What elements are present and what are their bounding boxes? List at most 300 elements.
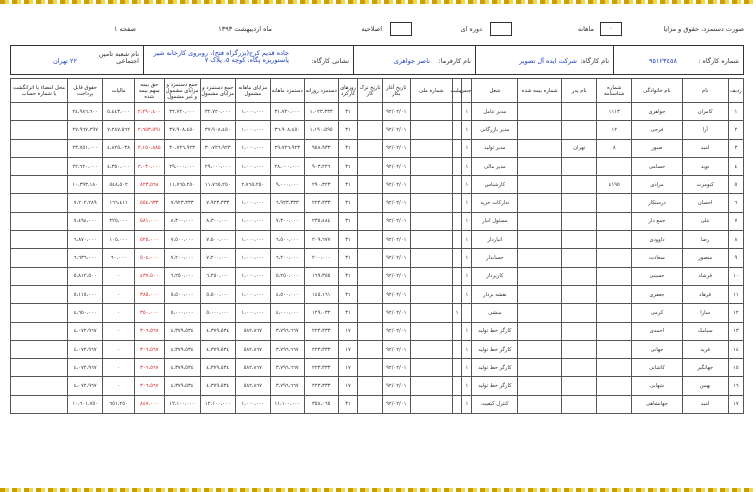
cell-signature <box>11 285 68 303</box>
cell-total-all: ٣٢،٧٢٠،٠٠٠ <box>164 103 200 121</box>
cell-start-date: ٩٢/٠٢/٠١ <box>382 395 410 413</box>
cell-monthly-wage: ٣،٧٩٦،٦٦٧ <box>270 322 304 340</box>
cell-insurance-number <box>518 212 562 230</box>
cell-national-code <box>411 395 453 413</box>
cell-work-days: ٣١ <box>338 285 358 303</box>
cell-net-pay: ٤،٠٧٢،٩٦٧ <box>68 340 103 358</box>
cell-gender: ١ <box>462 359 472 377</box>
cell-first-name: جهانگیر <box>682 359 728 377</box>
cell-first-name: کامران <box>682 103 728 121</box>
cell-monthly-wage: ٥،٢٥٠،٠٠٠ <box>270 267 304 285</box>
cell-monthly-benefits: ٥٨٢،٨٦٧ <box>235 340 270 358</box>
cell-end-date <box>358 304 382 322</box>
cell-job: کنترل کیفیت <box>472 395 518 413</box>
cell-first-name: کیومرث <box>682 176 728 194</box>
header-gender: جنس <box>462 79 472 103</box>
cell-monthly-wage: ١١،١٠٠،٠٠٠ <box>270 395 304 413</box>
employees-table <box>10 78 744 414</box>
cell-national-code <box>411 267 453 285</box>
cell-insurance-number <box>518 359 562 377</box>
cell-row-number: ١٤ <box>728 340 743 358</box>
table-row <box>11 157 744 175</box>
cell-job: مدیر تولید <box>472 139 518 157</box>
cell-end-date <box>358 249 382 267</box>
table-row <box>11 139 744 157</box>
cell-nationality <box>452 157 462 175</box>
cell-national-code <box>411 285 453 303</box>
cell-insurance-share: ٣٠٦،٥٦٧ <box>134 377 164 395</box>
header-total-all: جمع دستمزد و مزایای مشمول و غیر مشمول <box>164 79 200 103</box>
cell-end-date <box>358 121 382 139</box>
cell-insurance-share: ٥٠٤،٠٠٠ <box>134 249 164 267</box>
cell-start-date: ٩٢/٠٢/٠١ <box>382 103 410 121</box>
cell-work-days: ٣١ <box>338 395 358 413</box>
cell-insurance-share: ٥٢٥،٠٠٠ <box>134 231 164 249</box>
cell-insurance-number <box>518 176 562 194</box>
cell-monthly-benefits: ١،٠٠٠،٠٠٠ <box>235 121 270 139</box>
cell-insurance-share: ٤٣٧،٥٠٠ <box>134 267 164 285</box>
cell-monthly-wage: ٦،٢٠٠،٠٠٠ <box>270 249 304 267</box>
cell-first-name: نوید <box>682 157 728 175</box>
cell-monthly-wage: ٢٨،٠٠٠،٠٠٠ <box>270 157 304 175</box>
cell-net-pay: ٢٢،٦٢٠،٠٠٠ <box>68 157 103 175</box>
insurance-branch: ٢٢ تهران <box>52 57 77 65</box>
cell-daily-wage: ٢٩٠،٣٢٣ <box>304 176 338 194</box>
cell-first-name: سارا <box>682 304 728 322</box>
cell-nationality <box>452 285 462 303</box>
cell-insurance-number <box>518 377 562 395</box>
cell-tax: ٧،٢٨٧،٥٦٢ <box>103 121 135 139</box>
cell-tax: ٤،٨٢٥،٠٣٨ <box>103 139 135 157</box>
cell-total-all: ٤،٣٧٩،٥٣٤ <box>164 322 200 340</box>
table-row <box>11 176 744 194</box>
header-monthly-wage: دستمزد ماهانه <box>270 79 304 103</box>
cell-insurance-number <box>518 103 562 121</box>
cell-signature <box>11 267 68 285</box>
cell-last-name: احمدی <box>632 322 682 340</box>
cell-daily-wage: ١،٠٢٣،٣٣٣ <box>304 103 338 121</box>
cell-gender: ١ <box>462 322 472 340</box>
table-row <box>11 322 744 340</box>
cell-insurance-share: ٥٥٤،٦٣٣ <box>134 194 164 212</box>
cell-tax: ١٦٦،٤١١ <box>103 194 135 212</box>
header-net-pay: حقوق قابل پرداخت <box>68 79 103 103</box>
cell-monthly-wage: ٦،٩٢٣،٣٣٣ <box>270 194 304 212</box>
cell-nationality <box>452 249 462 267</box>
cell-last-name: جعفری <box>632 285 682 303</box>
cell-monthly-wage: ٤،٠٠٠،٠٠٠ <box>270 304 304 322</box>
cell-gender: ١ <box>462 176 472 194</box>
cell-total-all: ٢٩،٠٠٠،٠٠٠ <box>164 157 200 175</box>
cell-end-date <box>358 212 382 230</box>
cell-gender: ١ <box>462 157 472 175</box>
cell-daily-wage: ١٤٥،١٦١ <box>304 285 338 303</box>
cell-total-all: ٣٧،٩٠٨،٤٥٠ <box>164 121 200 139</box>
cell-total-all: ٣٠،٧٢٦،٩٢٣ <box>164 139 200 157</box>
cell-gender: ١ <box>462 340 472 358</box>
cell-signature <box>11 157 68 175</box>
cell-insurance-share: ٢،٠٣٠،٠٠٠ <box>134 157 164 175</box>
cell-nationality <box>452 395 462 413</box>
insurance-branch-cell: نام شعبه تامین اجتماعی ٢٢ تهران <box>52 50 139 65</box>
cell-father-name <box>562 157 597 175</box>
cell-gender: ١ <box>462 231 472 249</box>
cell-national-code <box>411 121 453 139</box>
cell-daily-wage: ١،١٩٠،٥٩٥ <box>304 121 338 139</box>
cell-tax: ٥٤٨،٥٠٢ <box>103 176 135 194</box>
cell-work-days: ٣١ <box>338 139 358 157</box>
cell-start-date: ٩٢/٠٢/٠١ <box>382 194 410 212</box>
cell-signature <box>11 103 68 121</box>
cell-monthly-wage: ٣،٧٩٦،٦٦٧ <box>270 359 304 377</box>
cell-end-date <box>358 139 382 157</box>
cell-monthly-benefits: ١،٠٠٠،٠٠٠ <box>235 249 270 267</box>
header-first-name: نام <box>682 79 728 103</box>
cell-father-name <box>562 249 597 267</box>
cell-end-date <box>358 176 382 194</box>
cell-insurance-number <box>518 231 562 249</box>
cell-signature <box>11 359 68 377</box>
report-title: صورت دستمزد، حقوق و مزایا <box>663 25 744 33</box>
cell-id-number <box>597 322 632 340</box>
bottom-border-pattern <box>0 488 756 492</box>
cell-row-number: ٩ <box>728 249 743 267</box>
header-insurance-number: شماره بیمه شده <box>518 79 562 103</box>
cell-gender: ١ <box>462 139 472 157</box>
cell-work-days: ١٧ <box>338 340 358 358</box>
report-header <box>10 22 744 38</box>
cell-row-number: ١٢ <box>728 304 743 322</box>
cell-father-name <box>562 340 597 358</box>
cell-last-name: شهابی <box>632 377 682 395</box>
cell-signature <box>11 304 68 322</box>
cell-row-number: ٧ <box>728 212 743 230</box>
cell-end-date <box>358 377 382 395</box>
cell-monthly-benefits: ١،٠٠٠،٠٠٠ <box>235 231 270 249</box>
cell-signature <box>11 322 68 340</box>
cell-total-all: ٧،٩٢٣،٣٣٣ <box>164 194 200 212</box>
cell-job: کارگر خط تولید <box>472 359 518 377</box>
cell-nationality <box>452 139 462 157</box>
cell-signature <box>11 340 68 358</box>
cell-nationality <box>452 359 462 377</box>
cell-monthly-benefits: ١،٠٠٠،٠٠٠ <box>235 304 270 322</box>
cell-id-number <box>597 285 632 303</box>
header-job: شغل <box>472 79 518 103</box>
cell-start-date: ٩٢/٠٢/٠١ <box>382 377 410 395</box>
amendment-box[interactable] <box>390 22 412 36</box>
cell-nationality <box>452 212 462 230</box>
cell-national-code <box>411 157 453 175</box>
cell-monthly-benefits: ٥٨٢،٨٦٧ <box>235 322 270 340</box>
cell-row-number: ١٧ <box>728 395 743 413</box>
table-row <box>11 340 744 358</box>
cell-daily-wage: ٢٠٩،٦٧٧ <box>304 231 338 249</box>
employer-name-cell: نام کارفرما: ناصر جواهری <box>353 46 475 74</box>
cell-national-code <box>411 139 453 157</box>
cell-tax: ٢٢٥،٠٠٠ <box>103 212 135 230</box>
cell-tax: ٦٥١،٢٥٠ <box>103 395 135 413</box>
cell-insurance-number <box>518 249 562 267</box>
cell-last-name: سعادت <box>632 249 682 267</box>
cell-last-name: کاشانی <box>632 359 682 377</box>
cell-start-date: ٩٢/٠٢/٠١ <box>382 267 410 285</box>
cell-first-name: آرا <box>682 121 728 139</box>
cell-father-name <box>562 322 597 340</box>
cell-total-insured: ٤،٣٧٩،٥٣٤ <box>200 377 235 395</box>
cell-monthly-wage: ٣٦،٩٠٨،٤٥٠ <box>270 121 304 139</box>
cell-total-all: ٦،٢٥٠،٠٠٠ <box>164 267 200 285</box>
report-type-box[interactable]: ٠ <box>600 22 622 36</box>
cell-work-days: ٣١ <box>338 231 358 249</box>
cell-id-number <box>597 267 632 285</box>
cell-row-number: ١٣ <box>728 322 743 340</box>
period-box[interactable] <box>490 22 512 36</box>
cell-id-number <box>597 359 632 377</box>
header-last-name: نام خانوادگی <box>632 79 682 103</box>
header-monthly-benefits: مزایای ماهانه مشمول <box>235 79 270 103</box>
cell-net-pay: ٧،٤٩٤،٠٠٠ <box>68 212 103 230</box>
cell-end-date <box>358 285 382 303</box>
cell-net-pay: ٥،١١٥،٠٠٠ <box>68 285 103 303</box>
cell-insurance-number <box>518 157 562 175</box>
cell-daily-wage: ٩٥٨،٩٣٣ <box>304 139 338 157</box>
cell-tax: ٠ <box>103 377 135 395</box>
cell-work-days: ٣١ <box>338 249 358 267</box>
cell-id-number <box>597 249 632 267</box>
cell-father-name <box>562 267 597 285</box>
cell-daily-wage: ٢٣٥،٤٨٤ <box>304 212 338 230</box>
cell-tax: ١٠٥،٠٠٠ <box>103 231 135 249</box>
table-row <box>11 121 744 139</box>
employer-info-box <box>10 45 744 75</box>
workshop-name-cell: نام کارگاه: شرکت ایده آل تصویر <box>475 46 613 74</box>
cell-job: کارپرداز <box>472 267 518 285</box>
header-row-number: ردیف <box>728 79 743 103</box>
cell-end-date <box>358 322 382 340</box>
cell-nationality <box>452 340 462 358</box>
cell-net-pay: ١٠،٦٠١،٧٥٠ <box>68 395 103 413</box>
cell-job: مدیر عامل <box>472 103 518 121</box>
cell-insurance-number <box>518 395 562 413</box>
cell-last-name: جهانشاهی <box>632 395 682 413</box>
cell-total-all: ٤،٣٧٩،٥٣٤ <box>164 340 200 358</box>
cell-father-name <box>562 121 597 139</box>
cell-id-number: ١١١٣ <box>597 103 632 121</box>
cell-insurance-number <box>518 304 562 322</box>
cell-monthly-benefits: ١،٠٠٠،٠٠٠ <box>235 212 270 230</box>
cell-daily-wage: ٣٥٨،٠٦٥ <box>304 395 338 413</box>
cell-national-code <box>411 103 453 121</box>
cell-last-name: جمع دار <box>632 212 682 230</box>
cell-end-date <box>358 359 382 377</box>
cell-first-name: فرید <box>682 340 728 358</box>
cell-last-name: جواهری <box>632 103 682 121</box>
cell-last-name: درستکار <box>632 194 682 212</box>
cell-id-number <box>597 340 632 358</box>
cell-signature <box>11 231 68 249</box>
cell-job: تدارکات خرید <box>472 194 518 212</box>
cell-row-number: ٨ <box>728 231 743 249</box>
cell-start-date: ٩٢/٠٢/٠١ <box>382 359 410 377</box>
cell-job: نقشه بردار <box>472 285 518 303</box>
table-row <box>11 377 744 395</box>
cell-net-pay: ٥،٨١٢،٥٠٠ <box>68 267 103 285</box>
cell-insurance-number <box>518 139 562 157</box>
cell-daily-wage: ٢٢٣،٣٣٣ <box>304 359 338 377</box>
table-row <box>11 103 744 121</box>
cell-nationality <box>452 322 462 340</box>
cell-daily-wage: ٢٢٣،٣٣٣ <box>304 340 338 358</box>
table-row <box>11 304 744 322</box>
cell-father-name <box>562 231 597 249</box>
table-row <box>11 194 744 212</box>
cell-nationality <box>452 194 462 212</box>
cell-insurance-number <box>518 267 562 285</box>
cell-father-name <box>562 285 597 303</box>
cell-total-all: ٥،٥٠٠،٠٠٠ <box>164 285 200 303</box>
cell-start-date: ٩٢/٠٢/٠١ <box>382 304 410 322</box>
cell-total-all: ١٢،١٠٠،٠٠٠ <box>164 395 200 413</box>
cell-row-number: ١١ <box>728 285 743 303</box>
cell-net-pay: ٤،٠٧٢،٩٦٧ <box>68 322 103 340</box>
header-national-code: شماره ملی <box>411 79 453 103</box>
workshop-address-cell: نشانی کارگاه: جاده قدیم کرج(بزرگراه فتح)، روبروی کارخانه شیر پاستوریزه پگاه، کوچه ٥، پلاک ٧ <box>143 46 353 74</box>
cell-total-insured: ٤،٣٧٩،٥٣٤ <box>200 359 235 377</box>
cell-father-name <box>562 212 597 230</box>
cell-net-pay: ٦،٦٣٦،٠٠٠ <box>68 249 103 267</box>
cell-job: انباردار <box>472 231 518 249</box>
cell-monthly-wage: ٤،٥٠٠،٠٠٠ <box>270 285 304 303</box>
cell-first-name: فرهاد <box>682 285 728 303</box>
cell-start-date: ٩٢/٠٢/٠١ <box>382 176 410 194</box>
cell-total-insured: ٣٢،٧٢٠،٠٠٠ <box>200 103 235 121</box>
cell-tax: ٠ <box>103 267 135 285</box>
cell-national-code <box>411 212 453 230</box>
table-header-row <box>11 79 744 103</box>
cell-end-date <box>358 103 382 121</box>
cell-first-name: علی <box>682 212 728 230</box>
cell-gender: ١ <box>462 212 472 230</box>
cell-father-name <box>562 194 597 212</box>
cell-end-date <box>358 267 382 285</box>
cell-end-date <box>358 157 382 175</box>
table-row <box>11 359 744 377</box>
cell-total-insured: ٥،٥٠٠،٠٠٠ <box>200 285 235 303</box>
cell-last-name: فرجی <box>632 121 682 139</box>
header-tax: مالیات <box>103 79 135 103</box>
cell-total-insured: ٢٩،٠٠٠،٠٠٠ <box>200 157 235 175</box>
workshop-number-cell: شماره کارگاه : ٩٥١٢٣٤٥٨ <box>613 46 743 74</box>
cell-net-pay: ٧،٢٠٢،٢٨٩ <box>68 194 103 212</box>
cell-work-days: ٣١ <box>338 176 358 194</box>
cell-tax: ٠ <box>103 340 135 358</box>
cell-tax: ٠ <box>103 322 135 340</box>
cell-father-name <box>562 377 597 395</box>
cell-total-insured: ٣٠،٧٢٦،٩٢٣ <box>200 139 235 157</box>
cell-work-days: ١٧ <box>338 322 358 340</box>
cell-start-date: ٩٢/٠٢/٠١ <box>382 340 410 358</box>
cell-tax: ٠ <box>103 285 135 303</box>
cell-id-number <box>597 304 632 322</box>
header-nationality: ملیت <box>452 79 462 103</box>
cell-start-date: ٩٢/٠٢/٠١ <box>382 249 410 267</box>
header-id-number: شماره شناسنامه <box>597 79 632 103</box>
cell-gender <box>462 304 472 322</box>
cell-national-code <box>411 377 453 395</box>
cell-daily-wage: ٢٢٣،٣٣٣ <box>304 194 338 212</box>
cell-monthly-wage: ٣١،٧٢٠،٠٠٠ <box>270 103 304 121</box>
cell-daily-wage: ١٦٩،٣٥٥ <box>304 267 338 285</box>
cell-job: کارگر خط تولید <box>472 322 518 340</box>
cell-start-date: ٩٢/٠٢/٠١ <box>382 212 410 230</box>
cell-first-name: بهمن <box>682 377 728 395</box>
cell-end-date <box>358 231 382 249</box>
cell-start-date: ٩٢/٠٢/٠١ <box>382 121 410 139</box>
table-row <box>11 267 744 285</box>
cell-net-pay: ٤،٠٧٢،٩٦٧ <box>68 377 103 395</box>
cell-id-number: ١٢ <box>597 121 632 139</box>
cell-father-name <box>562 103 597 121</box>
cell-monthly-benefits: ١،٠٠٠،٠٠٠ <box>235 395 270 413</box>
cell-gender: ١ <box>462 267 472 285</box>
cell-father-name <box>562 359 597 377</box>
cell-nationality <box>452 121 462 139</box>
cell-signature <box>11 194 68 212</box>
cell-first-name: منصور <box>682 249 728 267</box>
cell-gender: ١ <box>462 194 472 212</box>
cell-insurance-number <box>518 194 562 212</box>
cell-first-name: احسان <box>682 194 728 212</box>
cell-end-date <box>358 340 382 358</box>
top-border-pattern <box>0 0 756 4</box>
cell-monthly-benefits: ١،٠٠٠،٠٠٠ <box>235 139 270 157</box>
cell-insurance-number <box>518 121 562 139</box>
cell-work-days: ٣١ <box>338 267 358 285</box>
cell-first-name: رضا <box>682 231 728 249</box>
cell-work-days: ٣١ <box>338 121 358 139</box>
cell-monthly-wage: ٣،٧٩٦،٦٦٧ <box>270 340 304 358</box>
cell-row-number: ١ <box>728 103 743 121</box>
cell-row-number: ٤ <box>728 157 743 175</box>
cell-first-name: سیامک <box>682 322 728 340</box>
cell-monthly-benefits: ٢،٧٦٥،٢٥٠ <box>235 176 270 194</box>
cell-last-name: جهانی <box>632 340 682 358</box>
cell-total-insured: ٤،٣٧٩،٥٣٤ <box>200 322 235 340</box>
report-month: ماه اردیبهشت ١٣٩٣ <box>218 25 272 33</box>
cell-id-number <box>597 194 632 212</box>
table-row <box>11 249 744 267</box>
cell-net-pay: ٤،٠٧٢،٩٦٧ <box>68 359 103 377</box>
cell-signature <box>11 395 68 413</box>
cell-first-name: امید <box>682 395 728 413</box>
workshop-name: شرکت ایده آل تصویر <box>519 57 577 65</box>
cell-net-pay: ٢٣،٧٥١،٠٠٠ <box>68 139 103 157</box>
cell-total-all: ١١،٧٦٥،٢٥٠ <box>164 176 200 194</box>
cell-daily-wage: ٢٢٣،٣٣٣ <box>304 322 338 340</box>
cell-work-days: ٣١ <box>338 103 358 121</box>
cell-id-number <box>597 395 632 413</box>
cell-gender: ١ <box>462 121 472 139</box>
cell-total-insured: ٧،٥٠٠،٠٠٠ <box>200 231 235 249</box>
cell-start-date: ٩٢/٠٢/٠١ <box>382 285 410 303</box>
cell-signature <box>11 176 68 194</box>
cell-total-insured: ١١،٧٦٥،٢٥٠ <box>200 176 235 194</box>
cell-last-name: مرادی <box>632 176 682 194</box>
cell-national-code <box>411 340 453 358</box>
cell-job: مدیر بازرگانی <box>472 121 518 139</box>
cell-last-name: حسامی <box>632 157 682 175</box>
